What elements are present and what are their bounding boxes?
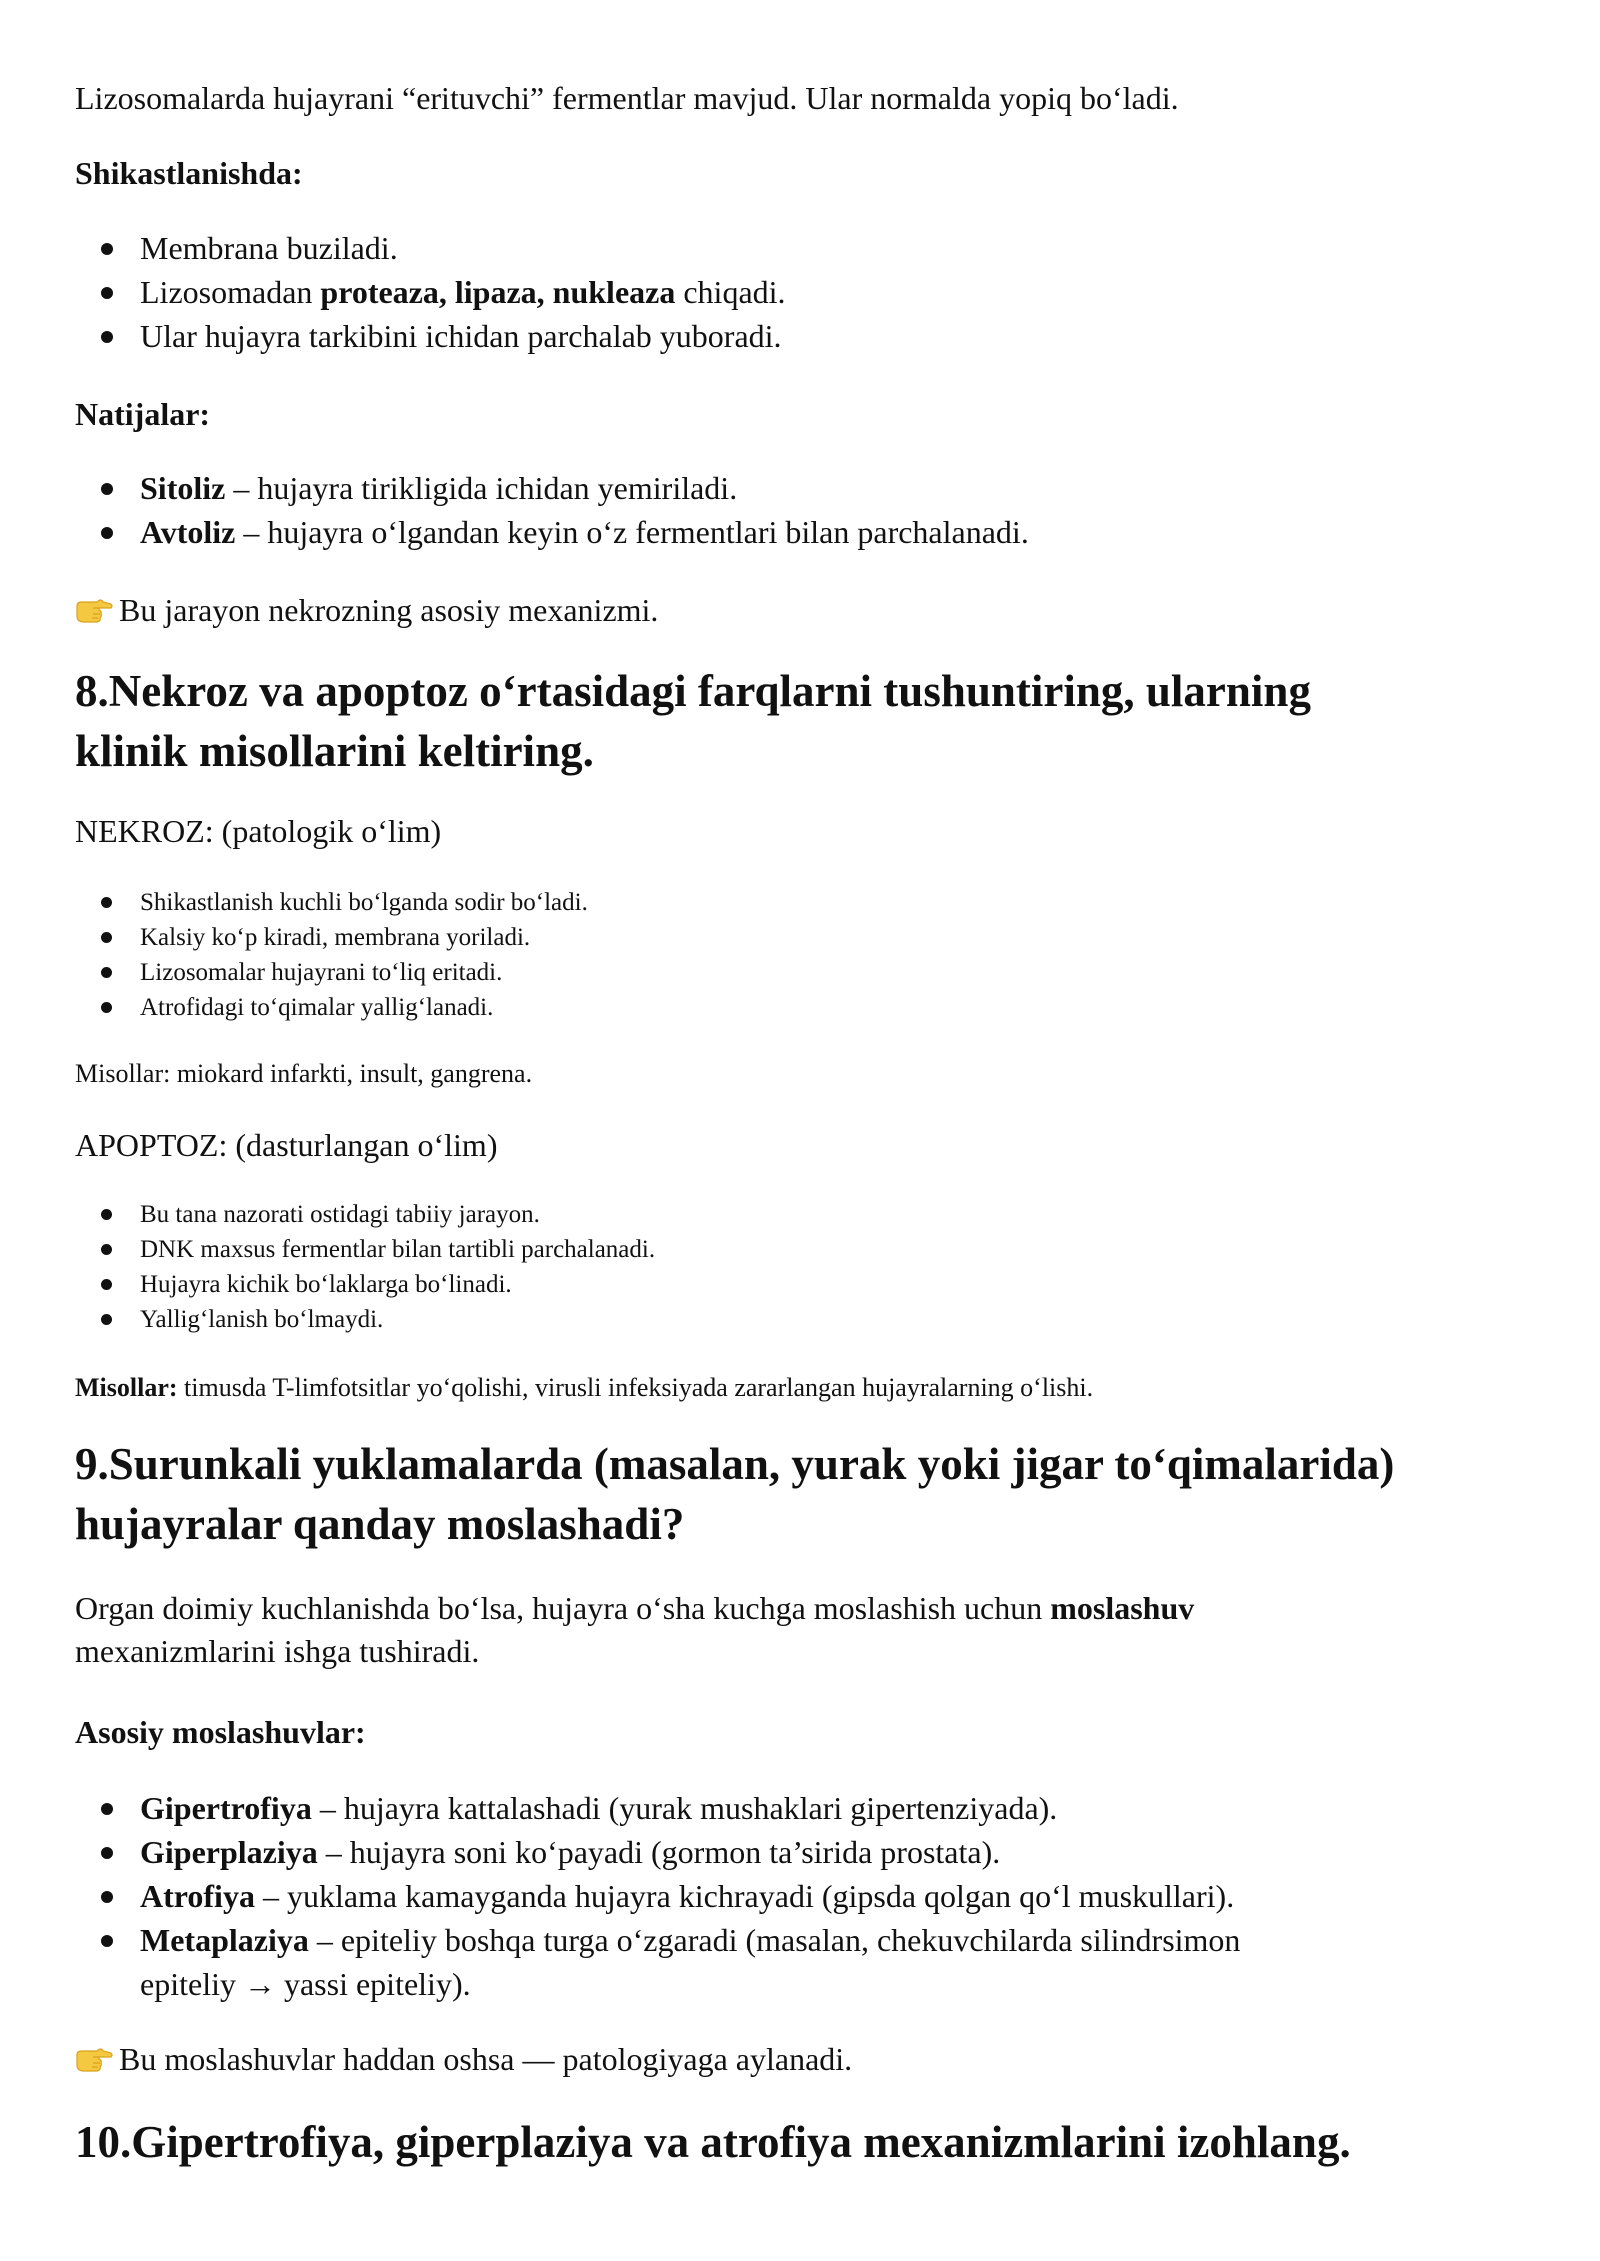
- intro-paragraph: Lizosomalarda hujayrani “erituvchi” fermentlar mavjud. Ular normalda yopiq bo‘ladi.: [75, 80, 1179, 116]
- list-item: Kalsiy ko‘p kiradi, membrana yoriladi.: [75, 920, 588, 955]
- list-item: Bu tana nazorati ostidagi tabiiy jarayon.: [75, 1197, 655, 1232]
- list-item: Sitoliz – hujayra tirikligida ichidan yemiriladi.: [75, 466, 1029, 510]
- list-item: Yallig‘lanish bo‘lmaydi.: [75, 1302, 655, 1337]
- intro-note: Bu jarayon nekrozning asosiy mexanizmi.: [75, 590, 658, 630]
- question-8-title-line-2: klinik misollarini keltiring.: [75, 726, 594, 776]
- question-9-title-line-2: hujayralar qanday moslashadi?: [75, 1499, 685, 1549]
- list-item: Shikastlanish kuchli bo‘lganda sodir bo‘ladi.: [75, 885, 588, 920]
- list-item: Atrofiya – yuklama kamayganda hujayra kichrayadi (gipsda qolgan qo‘l muskullari).: [75, 1874, 1240, 1918]
- apoptosis-list: [75, 1197, 655, 1337]
- pointing-hand-icon: [75, 594, 113, 624]
- necrosis-heading: NEKROZ: (patologik o‘lim): [75, 813, 442, 849]
- list-item: Gipertrofiya – hujayra kattalashadi (yurak mushaklari gipertenziyada).: [75, 1786, 1240, 1830]
- necrosis-examples: Misollar: miokard infarkti, insult, gangrena.: [75, 1059, 533, 1088]
- q9-paragraph-line-2: mexanizmlarini ishga tushiradi.: [75, 1633, 480, 1669]
- apoptosis-heading: APOPTOZ: (dasturlangan o‘lim): [75, 1127, 498, 1163]
- list-item: DNK maxsus fermentlar bilan tartibli parchalanadi.: [75, 1232, 655, 1267]
- adaptations-heading: Asosiy moslashuvlar:: [75, 1714, 366, 1750]
- list-item: Atrofidagi to‘qimalar yallig‘lanadi.: [75, 990, 588, 1025]
- results-list: [75, 466, 1029, 554]
- list-item: Giperplaziya – hujayra soni ko‘payadi (gormon ta’sirida prostata).: [75, 1830, 1240, 1874]
- question-9-title-line-1: 9.Surunkali yuklamalarda (masalan, yurak yoki jigar to‘qimalarida): [75, 1439, 1395, 1489]
- list-item: Lizosomalar hujayrani to‘liq eritadi.: [75, 955, 588, 990]
- results-heading: Natijalar:: [75, 396, 211, 432]
- question-10-title: 10.Gipertrofiya, giperplaziya va atrofiya mexanizmlarini izohlang.: [75, 2117, 1351, 2167]
- enzyme-names: proteaza, lipaza, nukleaza: [320, 274, 676, 310]
- q9-paragraph-line-1: Organ doimiy kuchlanishda bo‘lsa, hujayra o‘sha kuchga moslashish uchun moslashuv: [75, 1590, 1195, 1626]
- necrosis-list: [75, 885, 588, 1025]
- list-item: Hujayra kichik bo‘laklarga bo‘linadi.: [75, 1267, 655, 1302]
- list-item: Metaplaziya – epiteliy boshqa turga o‘zgaradi (masalan, chekuvchilarda silindrsimon epiteliy → yassi epiteliy).: [75, 1918, 1240, 2006]
- pointing-hand-icon: [75, 2043, 113, 2073]
- list-item: Avtoliz – hujayra o‘lgandan keyin o‘z fermentlari bilan parchalanadi.: [75, 510, 1029, 554]
- list-item: Membrana buziladi.: [75, 226, 786, 270]
- damage-list: [75, 226, 786, 358]
- damage-heading: Shikastlanishda:: [75, 155, 303, 191]
- adaptations-list: [75, 1786, 1240, 2006]
- list-item: Ular hujayra tarkibini ichidan parchalab yuboradi.: [75, 314, 786, 358]
- list-item: Lizosomadan proteaza, lipaza, nukleaza chiqadi.: [75, 270, 786, 314]
- q9-note: Bu moslashuvlar haddan oshsa — patologiyaga aylanadi.: [75, 2039, 852, 2079]
- apoptosis-examples: Misollar: timusda T-limfotsitlar yo‘qolishi, virusli infeksiyada zararlangan hujayralarning o‘lishi.: [75, 1373, 1094, 1402]
- question-8-title-line-1: 8.Nekroz va apoptoz o‘rtasidagi farqlarni tushuntiring, ularning: [75, 666, 1311, 716]
